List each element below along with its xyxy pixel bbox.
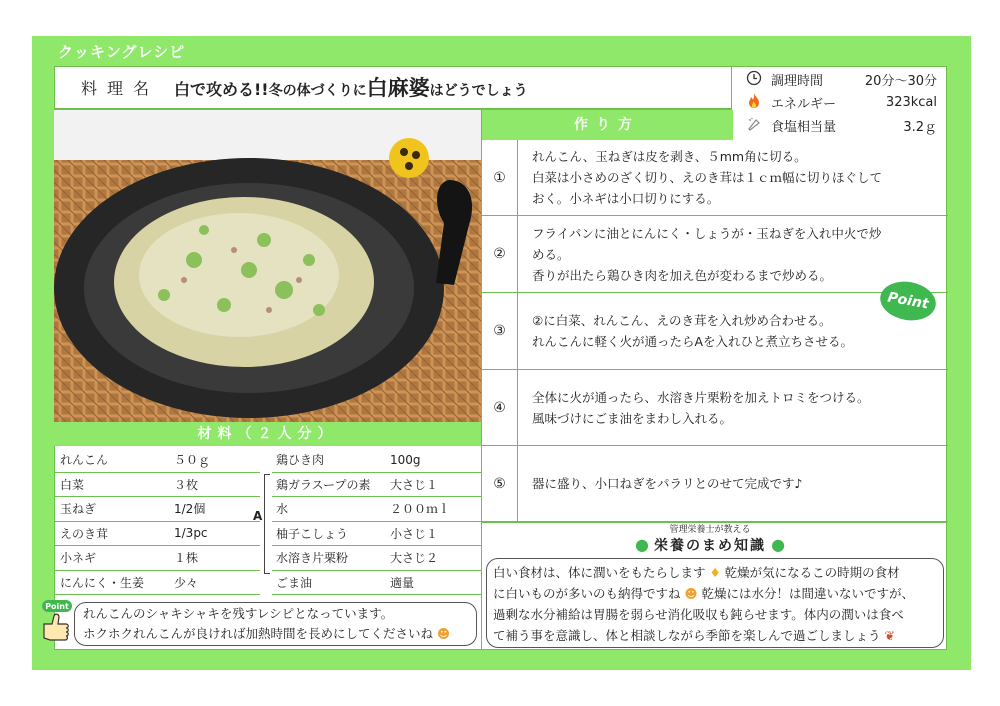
salt-row <box>733 114 947 137</box>
ingredient-qty: 小さじ１ <box>390 526 439 541</box>
ingredient-row <box>54 546 260 571</box>
title-suffix: はどうでしょう <box>429 83 528 99</box>
title-middle: 冬の体づくりに <box>268 83 367 99</box>
ingredient-row <box>272 546 481 571</box>
cook-time-label: 調理時間 <box>771 74 824 89</box>
clock-icon <box>743 70 765 90</box>
ingredient-qty: 100g <box>390 452 421 467</box>
step-line: める。 <box>532 246 570 262</box>
step-5 <box>482 446 948 522</box>
cook-time-value: 20分〜30分 <box>864 74 937 89</box>
step-text <box>518 223 881 286</box>
ingredient-name: 柚子こしょう <box>276 526 349 541</box>
dish-name: 白麻婆 <box>366 76 430 100</box>
ingredient-row <box>272 571 481 596</box>
step-number: ⑤ <box>482 446 518 521</box>
step-text <box>518 473 802 494</box>
ingredient-qty: ５０ｇ <box>174 453 211 468</box>
step-number: ① <box>482 140 518 215</box>
step-text <box>518 387 870 429</box>
nutrition-line: 過剰な水分補給は胃腸を弱らせ消化吸収も鈍らせます。体内の潤いは食べ <box>493 607 904 622</box>
group-a-label: A <box>253 509 263 523</box>
salt-label: 食塩相当量 <box>771 120 837 135</box>
ingredient-row <box>54 448 260 473</box>
step-1 <box>482 140 948 216</box>
ingredients-right <box>272 448 481 595</box>
leaf-icon: ❦ <box>880 628 895 643</box>
ingredient-row <box>54 571 260 596</box>
nutrition-line: 白い食材は、体に潤いをもたらします <box>493 565 706 580</box>
nutrition-heading <box>560 522 860 562</box>
point-badge: Point <box>877 277 939 324</box>
ingredient-qty: ３枚 <box>174 477 199 492</box>
title-row <box>54 66 732 110</box>
ingredient-qty: 大さじ１ <box>390 477 439 492</box>
ingredient-row <box>54 473 260 498</box>
step-line: おく。小ネギは小口切りにする。 <box>532 191 720 206</box>
step-line: 風味づけにごま油をまわし入れる。 <box>532 410 733 426</box>
nutrition-line: て補う事を意識し、体と相談しながら季節を楽しんで過ごしましょう <box>493 628 881 643</box>
ingredient-name: 玉ねぎ <box>60 502 97 517</box>
ingredient-name: えのき茸 <box>60 526 109 541</box>
energy-label: エネルギー <box>771 97 837 112</box>
ingredient-qty: 少々 <box>174 575 199 590</box>
smile-emoji-icon: ☻ <box>680 586 702 601</box>
step-line: 香りが出たら鶏ひき肉を加え色が変わるまで炒める。 <box>532 267 833 283</box>
ingredient-qty: 大さじ２ <box>390 551 439 566</box>
ingredient-name: 白菜 <box>60 477 85 492</box>
nutrition-subtitle: 管理栄養士が教える <box>669 525 751 535</box>
step-line: れんこんに軽く火が通ったらAを入れひと煮立ちさせる。 <box>532 334 854 349</box>
ingredient-qty: 1/2個 <box>174 502 206 517</box>
nutrition-box <box>486 558 944 648</box>
ingredient-row <box>272 497 481 522</box>
step-line: 全体に火が通ったら、水溶き片栗粉を加えトロミをつける。 <box>532 389 870 405</box>
step-line: フライパンに油とにんにく・しょうが・玉ねぎを入れ中火で炒 <box>532 225 882 241</box>
title-label: 料理名 <box>80 78 159 98</box>
energy-row <box>733 91 947 114</box>
step-text <box>518 146 882 209</box>
ingredient-row <box>272 448 481 473</box>
thumbs-up-icon <box>38 598 74 648</box>
point-note-badge: Point <box>45 602 69 611</box>
group-a-bracket <box>264 474 270 574</box>
salt-value: 3.2ｇ <box>903 120 937 135</box>
ingredient-qty: １株 <box>174 551 199 566</box>
smile-emoji-icon: ☻ <box>433 626 451 641</box>
step-number: ③ <box>482 293 518 369</box>
step-4 <box>482 370 948 446</box>
point-note-line: れんこんのシャキシャキを残すレシピとなっています。 <box>83 606 394 621</box>
ingredient-name: 小ネギ <box>60 551 97 566</box>
energy-value: 323kcal <box>885 95 937 110</box>
step-3 <box>482 293 948 370</box>
ingredient-name: 水 <box>276 502 289 517</box>
step-line: 白菜は小さめのざく切り、えのき茸は１ｃｍ幅に切りほぐして <box>532 170 883 185</box>
bean-icon: ● <box>634 535 654 554</box>
nutrition-line: 乾燥が気になるこの時期の食材 <box>724 565 900 580</box>
title-prefix: 白で攻める!! <box>174 80 269 99</box>
ingredient-name: ごま油 <box>276 575 313 590</box>
step-line: ②に白菜、れんこん、えのき茸を入れ炒め合わせる。 <box>532 313 832 328</box>
ingredients-heading: 材料（２人分） <box>54 422 481 446</box>
column-divider <box>481 110 482 650</box>
ingredient-name: 鶏ひき肉 <box>276 453 325 468</box>
nutrition-line: に白いものが多いのも納得ですね <box>493 586 681 601</box>
step-number: ② <box>482 216 518 292</box>
step-text <box>518 310 853 352</box>
point-note <box>74 602 477 646</box>
info-box <box>733 66 947 140</box>
steps-list <box>481 140 947 522</box>
ingredient-name: れんこん <box>60 453 109 468</box>
ingredient-name: 鶏ガラスープの素 <box>276 477 371 492</box>
salt-icon <box>743 116 765 136</box>
recipe-title <box>174 72 528 102</box>
flame-icon <box>743 92 765 114</box>
ingredient-row <box>54 497 263 523</box>
cook-time-row <box>733 68 947 91</box>
step-line: れんこん、玉ねぎは皮を剥き、５mm角に切る。 <box>532 149 807 164</box>
nutrition-line: 乾燥には水分！は間違いないですが、 <box>701 586 915 601</box>
ingredient-row <box>272 522 481 547</box>
brand-label: クッキングレシピ <box>58 43 186 61</box>
ingredient-qty: ２００ｍｌ <box>390 502 451 517</box>
step-2 <box>482 216 948 293</box>
ingredient-row <box>272 473 481 498</box>
dish-photo <box>54 110 481 422</box>
ingredient-row <box>54 522 260 547</box>
bulb-icon: ♦ <box>705 565 725 580</box>
ingredient-qty: 適量 <box>390 575 415 590</box>
howto-heading: 作り方 <box>481 110 733 140</box>
row-divider <box>481 522 947 523</box>
ingredients-left <box>54 448 263 595</box>
point-note-line: ホクホクれんこんが良ければ加熱時間を長めにしてくださいね <box>83 626 434 641</box>
nutrition-title: 栄養のまめ知識 <box>654 538 766 554</box>
ingredient-qty: 1/3pc <box>174 526 208 541</box>
bean-icon: ● <box>766 535 786 554</box>
step-line: 器に盛り、小口ねぎをパラリとのせて完成です♪ <box>532 476 803 491</box>
step-number: ④ <box>482 370 518 445</box>
ingredient-name: にんにく・生姜 <box>60 575 145 590</box>
ingredient-name: 水溶き片栗粉 <box>276 551 349 566</box>
